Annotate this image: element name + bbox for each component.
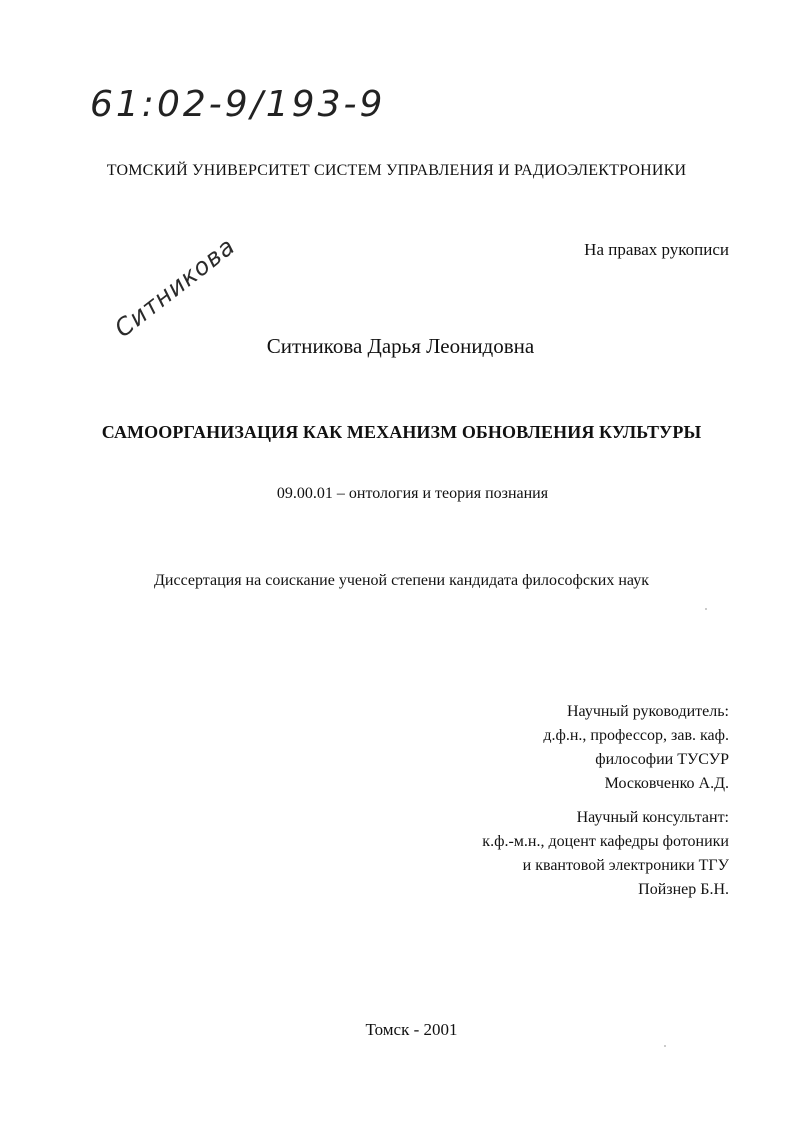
supervisor-line-1: д.ф.н., профессор, зав. каф. [543, 727, 729, 744]
university-name: ТОМСКИЙ УНИВЕРСИТЕТ СИСТЕМ УПРАВЛЕНИЯ И РАДИОЭЛЕКТРОНИКИ [106, 162, 687, 179]
degree-line: Диссертация на соискание ученой степени кандидата философских наук [154, 572, 649, 589]
handwritten-signature: Ситникова [109, 231, 241, 344]
supervisor-label: Научный руководитель: [566, 703, 729, 720]
consultant-block [482, 806, 729, 902]
consultant-line-1: к.ф.-м.н., доцент кафедры фотоники [482, 833, 729, 850]
thesis-title: САМООРГАНИЗАЦИЯ КАК МЕХАНИЗМ ОБНОВЛЕНИЯ КУЛЬТУРЫ [101, 422, 702, 442]
scan-speck [705, 608, 707, 610]
consultant-line-2: и квантовой электроники ТГУ [522, 857, 729, 874]
consultant-label: Научный консультант: [576, 809, 729, 826]
consultant-name: Пойзнер Б.Н. [638, 881, 729, 898]
archive-stamp-code: 61:02-9/193-9 [90, 84, 386, 125]
city-year: Томск - 2001 [365, 1020, 458, 1039]
supervisor-block [543, 700, 729, 796]
specialty-code: 09.00.01 – онтология и теория познания [276, 485, 549, 502]
scan-speck [664, 1045, 666, 1047]
supervisor-name: Московченко А.Д. [604, 775, 729, 792]
manuscript-note: На правах рукописи [584, 240, 729, 259]
supervisor-line-2: философии ТУСУР [595, 751, 729, 768]
author-name: Ситникова Дарья Леонидовна [266, 334, 535, 358]
